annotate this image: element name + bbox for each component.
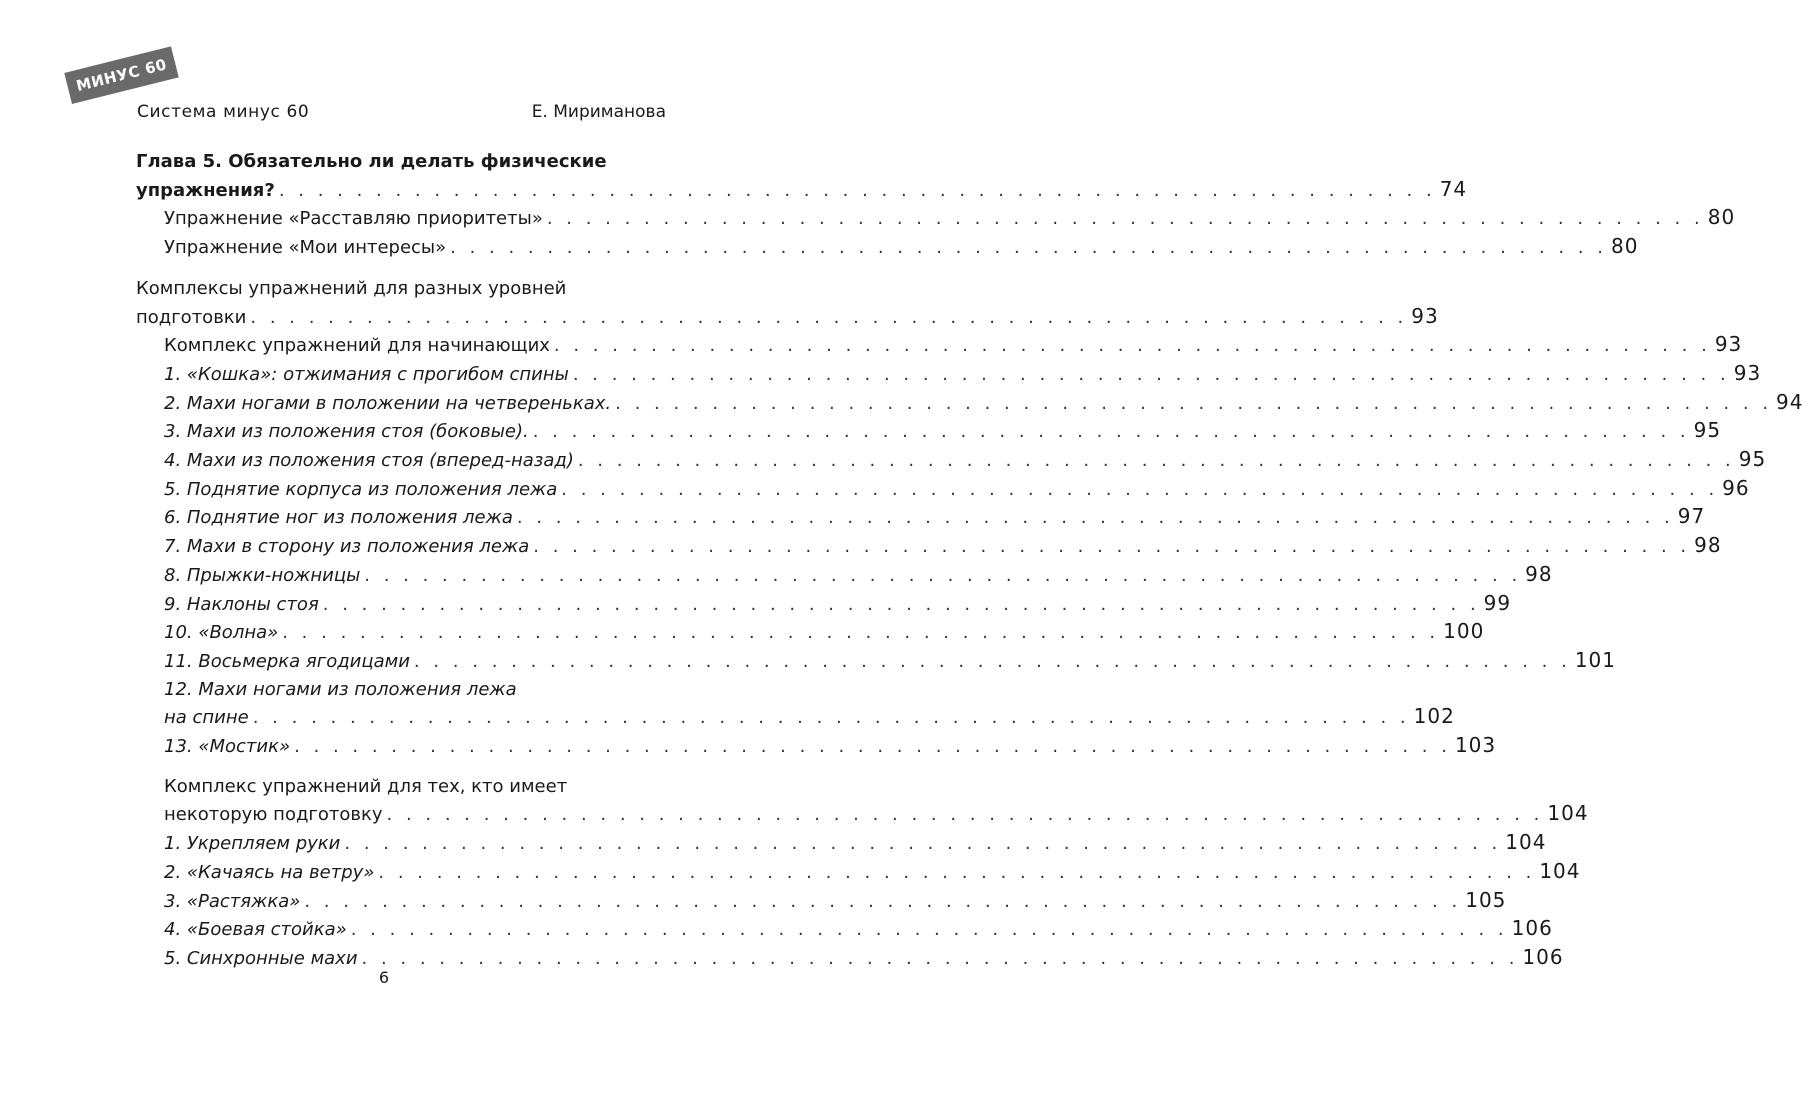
toc-entry-title: 11. Восьмерка ягодицами (164, 650, 410, 672)
dot-leader: . . . . . . . . . . . . . . . . . . . . . . . . . . . . . . . . . . . . . . . . . . . . . . . . . . . . . . . . . . . . (546, 208, 1704, 230)
toc-page-number: 102 (1413, 704, 1455, 729)
toc-entry-title: некоторую подготовку (164, 804, 383, 826)
dot-leader: . . . . . . . . . . . . . . . . . . . . . . . . . . . . . . . . . . . . . . . . . . . . . . . . . . . . . . . . . . . . (350, 919, 1508, 941)
dot-leader: . . . . . . . . . . . . . . . . . . . . . . . . . . . . . . . . . . . . . . . . . . . . . . . . . . . . . . . . . . . . (294, 736, 1451, 758)
toc-page-number: 96 (1722, 475, 1750, 500)
dot-leader: . . . . . . . . . . . . . . . . . . . . . . . . . . . . . . . . . . . . . . . . . . . . . . . . . . . . . . . . . . . . (364, 564, 1522, 586)
toc-page-number: 103 (1454, 733, 1497, 758)
toc-entry-title: 5. Поднятие корпуса из положения лежа (164, 478, 558, 500)
toc-entry[interactable] (136, 331, 1743, 360)
book-title: Система минус 60 (137, 102, 310, 122)
toc-entry[interactable] (136, 647, 1616, 676)
toc-page-number: 98 (1525, 561, 1553, 586)
toc-page-number: 80 (1611, 234, 1639, 259)
toc-entry[interactable] (136, 233, 1639, 262)
dot-leader: . . . . . . . . . . . . . . . . . . . . . . . . . . . . . . . . . . . . . . . . . . . . . . . . . . . . . . . . . . . . (304, 890, 1462, 912)
toc-entry-title: 3. «Растяжка» (164, 890, 301, 912)
toc-entry[interactable] (136, 829, 1547, 858)
toc-page-number: 93 (1714, 332, 1743, 357)
dot-leader: . . . . . . . . . . . . . . . . . . . . . . . . . . . . . . . . . . . . . . . . . . . . . . . . . . . . . . . . . . . . (533, 536, 1691, 558)
page-number: 6 (378, 968, 390, 987)
toc-entry-title: 2. «Качаясь на ветру» (164, 861, 375, 883)
toc-entry-title: Глава 5. Обязательно ли делать физические (136, 151, 607, 172)
toc-entry-title: подготовки (136, 306, 247, 328)
toc-entry[interactable] (136, 915, 1553, 944)
dot-leader: . . . . . . . . . . . . . . . . . . . . . . . . . . . . . . . . . . . . . . . . . . . . . . . . . . . . . . . . . . . . (615, 392, 1773, 414)
toc-entry[interactable] (136, 204, 1736, 233)
dot-leader: . . . . . . . . . . . . . . . . . . . . . . . . . . . . . . . . . . . . . . . . . . . . . . . . . . . . . . . . . . . . (413, 650, 1571, 672)
toc-entry-title: на спине (164, 707, 249, 729)
dot-leader: . . . . . . . . . . . . . . . . . . . . . . . . . . . . . . . . . . . . . . . . . . . . . . . . . . . . . . . . . . . . (532, 421, 1690, 443)
toc-entry[interactable] (136, 475, 1750, 504)
toc-entry-title: Упражнение «Мои интересы» (164, 237, 447, 259)
dot-leader: . . . . . . . . . . . . . . . . . . . . . . . . . . . . . . . . . . . . . . . . . . . . . . . . . . . . . . . . . . . . (386, 804, 1544, 826)
toc-page-number: 99 (1483, 590, 1512, 615)
toc-page-number: 104 (1539, 858, 1581, 883)
toc-page-number: 98 (1694, 533, 1722, 558)
toc-entry-title: 8. Прыжки-ножницы (164, 564, 361, 586)
dot-leader: . . . . . . . . . . . . . . . . . . . . . . . . . . . . . . . . . . . . . . . . . . . . . . . . . . . . . . . . . . . . (516, 507, 1674, 529)
toc-entry-title: 10. «Волна» (164, 622, 279, 644)
dot-leader: . . . . . . . . . . . . . . . . . . . . . . . . . . . . . . . . . . . . . . . . . . . . . . . . . . . . . . . . . . . . (561, 478, 1719, 500)
series-logo: МИНУС 60 (64, 46, 178, 104)
toc-entry-title: 1. «Кошка»: отжимания с прогибом спины (164, 363, 569, 385)
toc-entry-title: 1. Укрепляем руки (164, 833, 341, 855)
dot-leader: . . . . . . . . . . . . . . . . . . . . . . . . . . . . . . . . . . . . . . . . . . . . . . . . . . . . . . . . . . . . (250, 306, 1408, 328)
dot-leader: . . . . . . . . . . . . . . . . . . . . . . . . . . . . . . . . . . . . . . . . . . . . . . . . . . . . . . . . . . . . (361, 947, 1519, 969)
dot-leader: . . . . . . . . . . . . . . . . . . . . . . . . . . . . . . . . . . . . . . . . . . . . . . . . . . . . . . . . . . . . (577, 450, 1735, 472)
toc-page-number: 93 (1733, 360, 1762, 385)
toc-entry-title: 9. Наклоны стоя (164, 593, 319, 615)
toc-entry-title: 7. Махи в сторону из положения лежа (164, 536, 530, 558)
toc-entry[interactable] (136, 532, 1722, 561)
toc-entry-title: 13. «Мостик» (164, 736, 291, 758)
dot-leader: . . . . . . . . . . . . . . . . . . . . . . . . . . . . . . . . . . . . . . . . . . . . . . . . . . . . . . . . . . . . (450, 237, 1608, 259)
toc-page-number: 94 (1776, 389, 1804, 414)
toc-entry[interactable] (136, 446, 1767, 475)
toc-page-number: 106 (1511, 916, 1553, 941)
toc-page-number: 101 (1574, 647, 1616, 672)
toc-page-number: 95 (1693, 418, 1722, 443)
toc-page-number: 106 (1522, 944, 1564, 969)
toc-entry-title: Упражнение «Расставляю приоритеты» (164, 208, 543, 230)
toc-entry[interactable] (136, 858, 1581, 887)
toc-entry-title: 6. Поднятие ног из положения лежа (164, 507, 513, 529)
dot-leader: . . . . . . . . . . . . . . . . . . . . . . . . . . . . . . . . . . . . . . . . . . . . . . . . . . . . . . . . . . . . (378, 861, 1536, 883)
toc-entry[interactable] (136, 676, 1455, 732)
toc-entry-title: Комплекс упражнений для тех, кто имеет (164, 775, 568, 797)
toc-entry[interactable] (136, 618, 1485, 647)
toc-page-number: 100 (1443, 619, 1485, 644)
dot-leader: . . . . . . . . . . . . . . . . . . . . . . . . . . . . . . . . . . . . . . . . . . . . . . . . . . . . . . . . . . . . (322, 593, 1480, 615)
toc-entry[interactable] (136, 773, 1589, 829)
toc-entry-title: 5. Синхронные махи (164, 947, 358, 969)
toc-page-number: 74 (1439, 176, 1468, 201)
toc-entry[interactable] (136, 561, 1553, 590)
toc-entry[interactable] (136, 503, 1706, 532)
toc-entry-title: 3. Махи из положения стоя (боковые). (164, 421, 529, 443)
toc-entry-title: 4. Махи из положения стоя (вперед-назад) (164, 450, 574, 472)
toc-entry[interactable] (136, 389, 1804, 418)
table-of-contents (136, 148, 1804, 973)
toc-entry-title: 4. «Боевая стойка» (164, 919, 347, 941)
author-name: Е. Мириманова (531, 102, 666, 122)
toc-entry[interactable] (136, 275, 1439, 331)
toc-entry-title: Комплекс упражнений для начинающих (164, 335, 550, 357)
dot-leader: . . . . . . . . . . . . . . . . . . . . . . . . . . . . . . . . . . . . . . . . . . . . . . . . . . . . . . . . . . . . (278, 179, 1436, 201)
toc-page-number: 104 (1505, 830, 1547, 855)
toc-page-number: 97 (1677, 504, 1706, 529)
toc-entry[interactable] (136, 732, 1497, 761)
toc-entry[interactable] (136, 148, 1468, 204)
toc-page-number: 80 (1707, 205, 1736, 230)
toc-entry-title: упражнения? (136, 179, 275, 201)
dot-leader: . . . . . . . . . . . . . . . . . . . . . . . . . . . . . . . . . . . . . . . . . . . . . . . . . . . . . . . . . . . . (252, 707, 1410, 729)
toc-entry-title: 2. Махи ногами в положении на четвереньках. (164, 392, 612, 414)
toc-entry[interactable] (136, 360, 1762, 389)
toc-entry[interactable] (136, 417, 1722, 446)
dot-leader: . . . . . . . . . . . . . . . . . . . . . . . . . . . . . . . . . . . . . . . . . . . . . . . . . . . . . . . . . . . . (553, 335, 1711, 357)
dot-leader: . . . . . . . . . . . . . . . . . . . . . . . . . . . . . . . . . . . . . . . . . . . . . . . . . . . . . . . . . . . . (282, 622, 1440, 644)
toc-page-number: 104 (1547, 801, 1589, 826)
toc-page-number: 95 (1738, 447, 1767, 472)
dot-leader: . . . . . . . . . . . . . . . . . . . . . . . . . . . . . . . . . . . . . . . . . . . . . . . . . . . . . . . . . . . . (572, 363, 1730, 385)
toc-page-number: 105 (1465, 887, 1507, 912)
toc-entry-title: Комплексы упражнений для разных уровней (136, 277, 567, 299)
toc-page-number: 93 (1411, 303, 1439, 328)
dot-leader: . . . . . . . . . . . . . . . . . . . . . . . . . . . . . . . . . . . . . . . . . . . . . . . . . . . . . . . . . . . . (344, 833, 1502, 855)
toc-entry[interactable] (136, 590, 1512, 619)
toc-entry-title: 12. Махи ногами из положения лежа (164, 678, 517, 700)
toc-entry[interactable] (136, 887, 1507, 916)
